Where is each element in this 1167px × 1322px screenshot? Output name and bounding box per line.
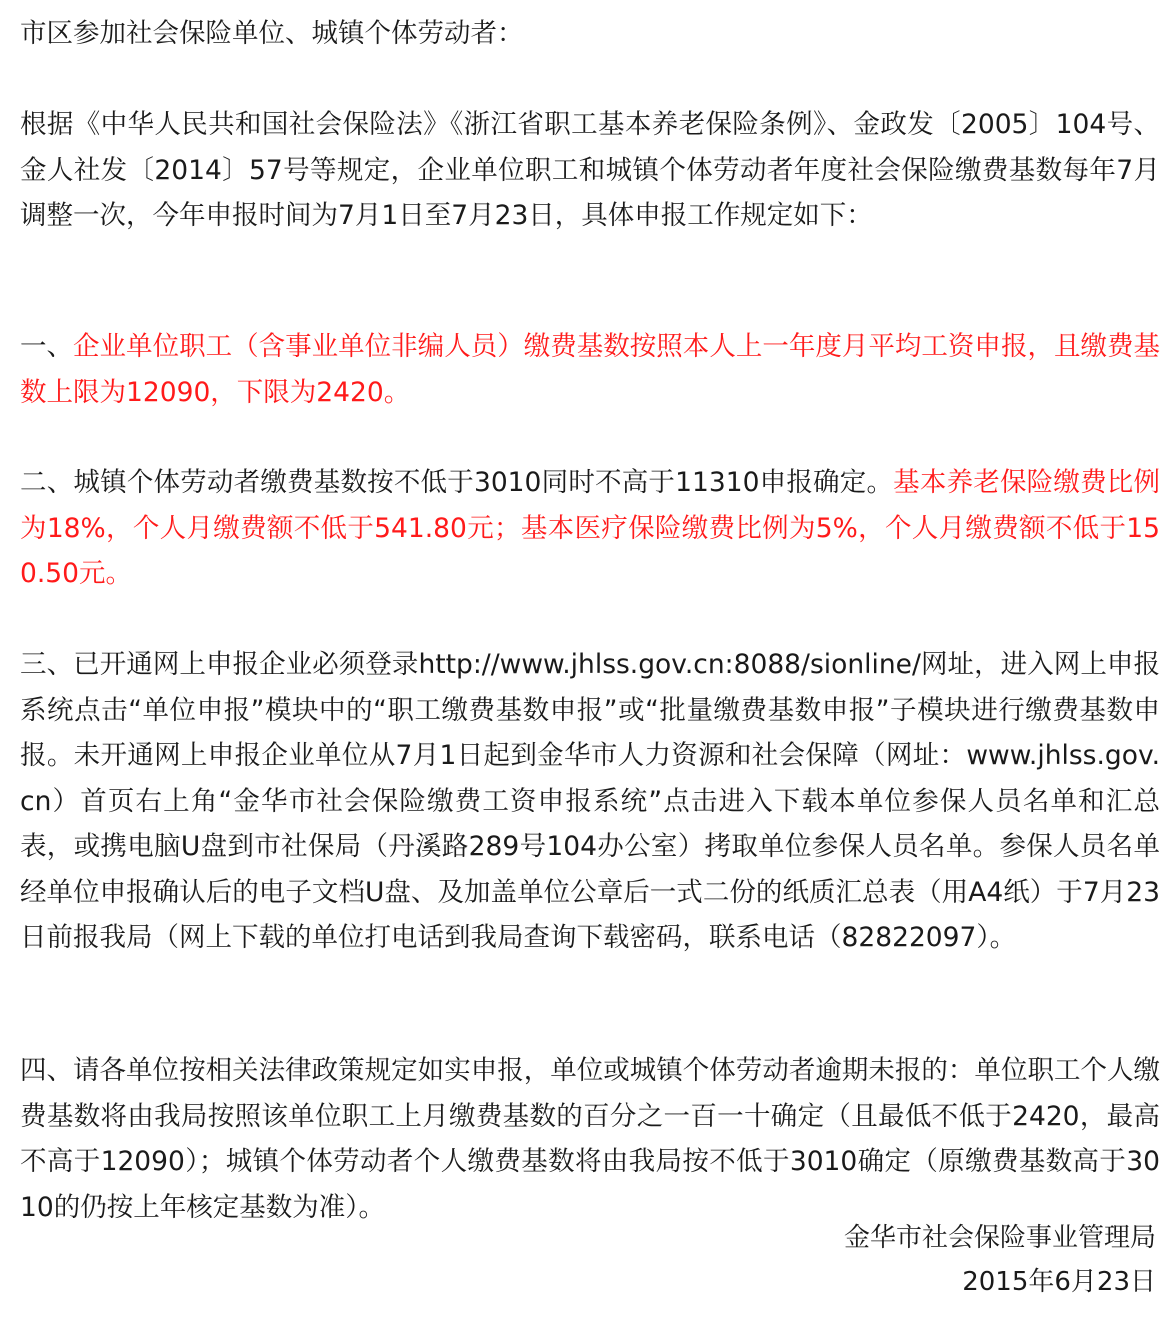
- item-1-prefix: 一、: [20, 331, 74, 362]
- signature-date: 2015年6月23日: [962, 1267, 1156, 1297]
- intro-paragraph: 根据《中华人民共和国社会保险法》《浙江省职工基本养老保险条例》、金政发〔2005〕104号、金人社发〔2014〕57号等规定，企业单位职工和城镇个体劳动者年度社会保险缴费基数每年7月调整一次，今年申报时间为7月1日至7月23日，具体申报工作规定如下：: [20, 109, 1160, 231]
- item-1-paragraph: [20, 324, 1160, 415]
- item-2-highlight: 基本养老保险缴费比例为18%，个人月缴费额不低于541.80元；基本医疗保险缴费比例为5%，个人月缴费额不低于150.50元。: [20, 467, 1160, 589]
- notice-document: [20, 0, 1160, 1322]
- item-3-paragraph: 三、已开通网上申报企业必须登录http://www.jhlss.gov.cn:8088/sionline/网址，进入网上申报系统点击“单位申报”模块中的“职工缴费基数申报”或“批量缴费基数申报”子模块进行缴费基数申报。未开通网上申报企业单位从7月1日起到金华市人力资源和社会保障（网址：www.jhlss.gov.cn）首页右上角“金华市社会保险缴费工资申报系统”点击进入下载本单位参保人员名单和汇总表，或携电脑U盘到市社保局（丹溪路289号104办公室）拷取单位参保人员名单。参保人员名单经单位申报确认后的电子文档U盘、及加盖单位公章后一式二份的纸质汇总表（用A4纸）于7月23日前报我局（网上下载的单位打电话到我局查询下载密码，联系电话（82822097）。: [20, 649, 1160, 953]
- item-2-paragraph: [20, 460, 1160, 597]
- signature-organization: 金华市社会保险事业管理局: [843, 1223, 1156, 1253]
- item-2-normal: 二、城镇个体劳动者缴费基数按不低于3010同时不高于11310申报确定。: [20, 467, 894, 498]
- salutation: 市区参加社会保险单位、城镇个体劳动者：: [20, 18, 524, 49]
- item-1-highlight: 企业单位职工（含事业单位非编人员）缴费基数按照本人上一年度月平均工资申报，且缴费基数上限为12090，下限为2420。: [20, 331, 1161, 408]
- item-4-paragraph: 四、请各单位按相关法律政策规定如实申报，单位或城镇个体劳动者逾期未报的：单位职工个人缴费基数将由我局按照该单位职工上月缴费基数的百分之一百一十确定（且最低不低于2420，最高不高于12090）；城镇个体劳动者个人缴费基数将由我局按不低于3010确定（原缴费基数高于3010的仍按上年核定基数为准）。: [20, 1055, 1160, 1223]
